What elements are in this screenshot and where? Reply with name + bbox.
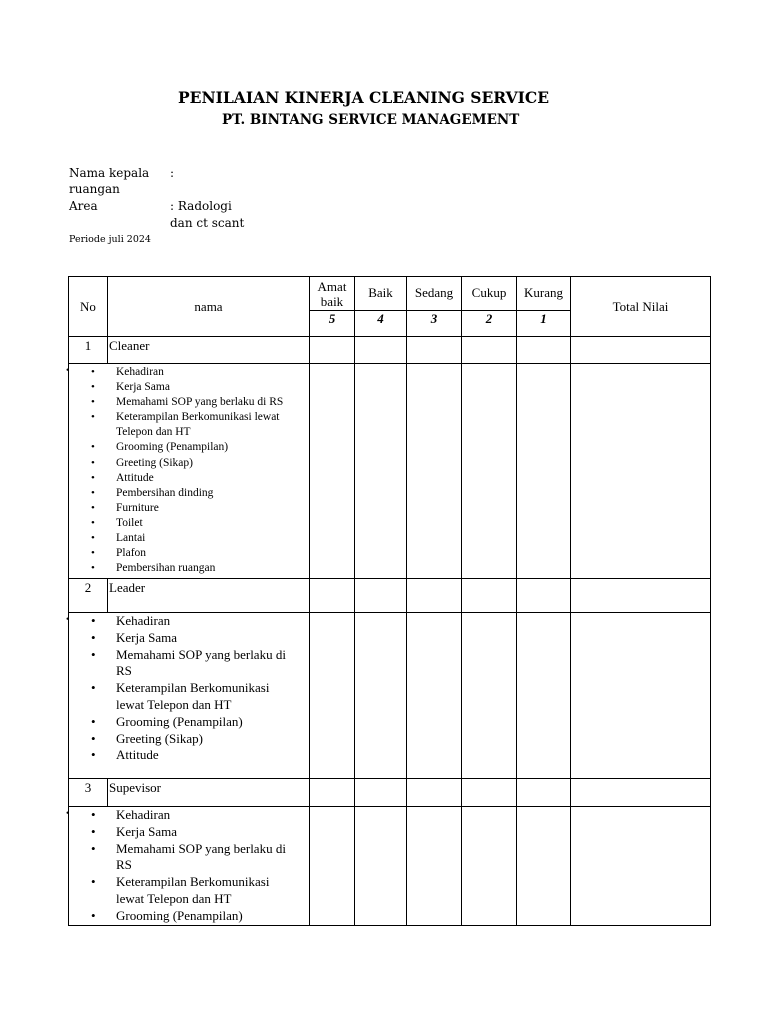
score-cell[interactable] [355, 579, 407, 613]
header-rating-sedang: Sedang [407, 277, 462, 311]
periode-label: Periode juli 2024 [69, 234, 151, 245]
criteria-item: • Grooming (Penampilan) [69, 714, 309, 731]
total-cell[interactable] [571, 779, 711, 807]
criteria-item: • Greeting (Sikap) [69, 731, 309, 748]
section-title: Supevisor [108, 779, 310, 807]
criteria-item: • Pembersihan ruangan [69, 561, 309, 576]
score-cell[interactable] [355, 807, 407, 926]
criteria-item: • Keterampilan Berkomunikasi [69, 874, 309, 891]
total-cell[interactable] [571, 337, 711, 364]
header-rating-baik: Baik [355, 277, 407, 311]
criteria-item: • Kerja Sama [69, 824, 309, 841]
criteria-item-continued: Telepon dan HT [116, 426, 191, 439]
score-cell[interactable] [407, 807, 462, 926]
score-cell[interactable] [462, 807, 517, 926]
area-value-line2: dan ct scant [170, 216, 245, 230]
score-cell[interactable] [462, 364, 517, 579]
criteria-item: • Toilet [69, 516, 309, 531]
score-cell[interactable] [310, 364, 355, 579]
section-number: 1 [69, 337, 108, 364]
criteria-item: • Grooming (Penampilan) [69, 440, 309, 455]
header-nama: nama [108, 277, 310, 337]
score-cell[interactable] [355, 779, 407, 807]
score-cell[interactable] [517, 613, 571, 779]
score-cell[interactable] [310, 613, 355, 779]
total-cell[interactable] [571, 613, 711, 779]
score-3: 3 [407, 311, 462, 337]
score-cell[interactable] [407, 364, 462, 579]
header-total-nilai: Total Nilai [571, 277, 711, 337]
criteria-list-cell [66, 807, 310, 926]
score-cell[interactable] [310, 579, 355, 613]
criteria-item: • Memahami SOP yang berlaku di [69, 841, 309, 858]
criteria-item: • Attitude [69, 747, 309, 764]
criteria-item-continued: RS [116, 857, 132, 873]
criteria-list [69, 807, 309, 925]
score-1: 1 [517, 311, 571, 337]
nama-colon: : [170, 166, 175, 180]
document-title: PENILAIAN KINERJA CLEANING SERVICE [178, 88, 550, 107]
section-number: 2 [69, 579, 108, 613]
criteria-item-continued: lewat Telepon dan HT [116, 696, 232, 712]
criteria-item: • Lantai [69, 531, 309, 546]
area-value-line1: : Radologi [170, 199, 232, 213]
criteria-list [69, 613, 309, 764]
criteria-item: • Kerja Sama [69, 630, 309, 647]
section-row-supervisor [69, 779, 711, 807]
area-label: Area [69, 199, 98, 213]
header-rating-kurang: Kurang [517, 277, 571, 311]
header-rating-amat-baik: Amat baik [310, 277, 355, 311]
score-cell[interactable] [462, 579, 517, 613]
score-cell[interactable] [407, 337, 462, 364]
score-cell[interactable] [355, 364, 407, 579]
criteria-item: • Pembersihan dinding [69, 486, 309, 501]
score-cell[interactable] [462, 337, 517, 364]
score-cell[interactable] [407, 613, 462, 779]
criteria-item: • Kerja Sama [69, 380, 309, 395]
criteria-row-supervisor [69, 807, 711, 926]
outer-bullet: • [66, 808, 70, 818]
section-number: 3 [69, 779, 108, 807]
header-rating-cukup: Cukup [462, 277, 517, 311]
score-cell[interactable] [310, 337, 355, 364]
score-4: 4 [355, 311, 407, 337]
score-cell[interactable] [462, 613, 517, 779]
score-cell[interactable] [355, 337, 407, 364]
score-2: 2 [462, 311, 517, 337]
criteria-item: • Greeting (Sikap) [69, 456, 309, 471]
score-cell[interactable] [517, 779, 571, 807]
criteria-row-leader [69, 613, 711, 779]
criteria-item: • Kehadiran [69, 613, 309, 630]
nama-label-line2: ruangan [69, 182, 120, 196]
score-cell[interactable] [517, 337, 571, 364]
criteria-item-continued: lewat Telepon dan HT [116, 890, 232, 906]
nama-label-line1: Nama kepala [69, 166, 150, 180]
criteria-item-continued: RS [116, 663, 132, 679]
criteria-item: • Memahami SOP yang berlaku di RS [69, 395, 309, 410]
criteria-list-cell [66, 364, 310, 579]
criteria-item: • Kehadiran [69, 807, 309, 824]
criteria-item: • Keterampilan Berkomunikasi [69, 680, 309, 697]
score-cell[interactable] [407, 579, 462, 613]
criteria-item: • Furniture [69, 501, 309, 516]
score-cell[interactable] [355, 613, 407, 779]
company-name: PT. BINTANG SERVICE MANAGEMENT [222, 112, 520, 128]
criteria-list-cell [66, 613, 310, 779]
assessment-table [68, 276, 711, 926]
section-row-cleaner [69, 337, 711, 364]
total-cell[interactable] [571, 807, 711, 926]
score-cell[interactable] [517, 579, 571, 613]
section-title: Cleaner [108, 337, 310, 364]
score-cell[interactable] [517, 364, 571, 579]
score-cell[interactable] [310, 807, 355, 926]
score-cell[interactable] [407, 779, 462, 807]
criteria-item: • Plafon [69, 546, 309, 561]
score-cell[interactable] [462, 779, 517, 807]
outer-bullet: • [66, 614, 70, 624]
header-no: No [69, 277, 108, 337]
score-5: 5 [310, 311, 355, 337]
criteria-item: • Grooming (Penampilan) [69, 908, 309, 925]
criteria-list [69, 365, 309, 576]
section-row-leader [69, 579, 711, 613]
criteria-row-cleaner [69, 364, 711, 579]
section-title: Leader [108, 579, 310, 613]
score-cell[interactable] [517, 807, 571, 926]
total-cell[interactable] [571, 579, 711, 613]
criteria-item: • Memahami SOP yang berlaku di [69, 647, 309, 664]
outer-bullet: • [66, 365, 70, 375]
criteria-item: • Kehadiran [69, 365, 309, 380]
score-cell[interactable] [310, 779, 355, 807]
criteria-item: • Keterampilan Berkomunikasi lewat [69, 410, 309, 425]
criteria-item: • Attitude [69, 471, 309, 486]
total-cell[interactable] [571, 364, 711, 579]
